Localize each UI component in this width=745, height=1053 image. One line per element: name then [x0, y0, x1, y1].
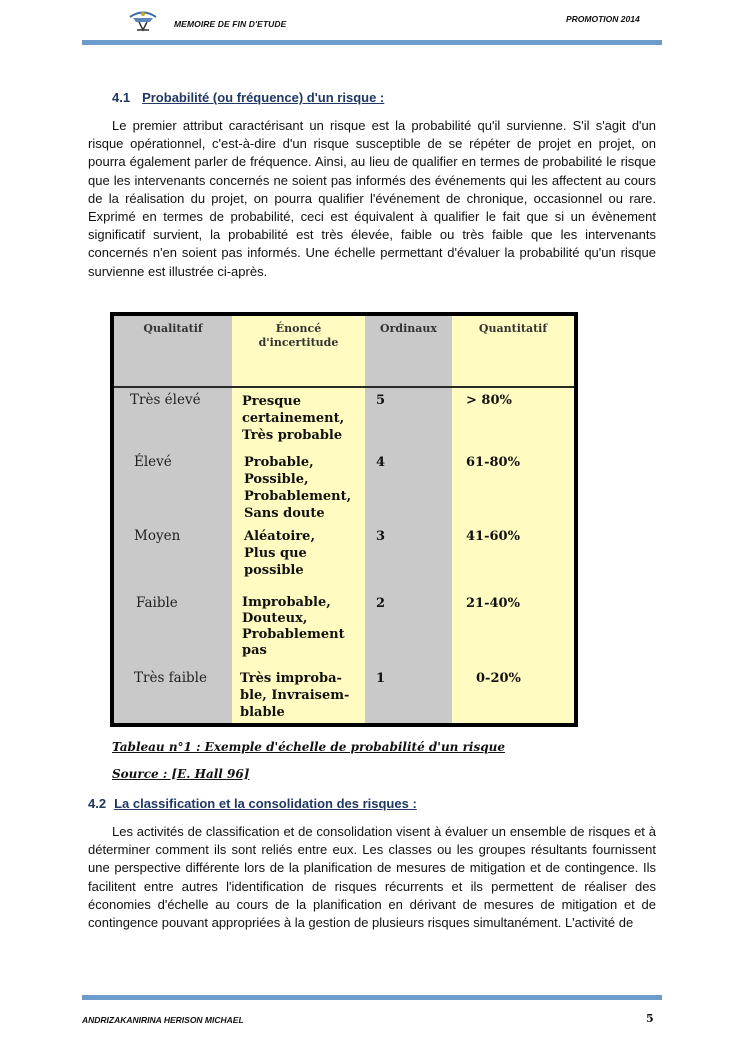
- cell-quantitatif: 21-40%: [466, 596, 520, 611]
- cell-qualitatif: Très faible: [134, 670, 207, 686]
- cell-ordinal: 4: [376, 455, 386, 470]
- cell-quantitatif: 61-80%: [466, 455, 520, 470]
- footer-author: ANDRIZAKANIRINA HERISON MICHAEL: [82, 1015, 244, 1025]
- section-4-2-heading: [88, 796, 417, 811]
- table-header-divider: [114, 386, 574, 388]
- cell-qualitatif: Faible: [136, 595, 178, 611]
- cell-qualitatif: Moyen: [134, 528, 181, 544]
- cell-ordinal: 2: [376, 596, 386, 611]
- section-title: La classification et la consolidation des risques :: [114, 796, 417, 811]
- probability-scale-table: [110, 312, 578, 727]
- col-header-quantitatif: Quantitatif: [478, 322, 548, 335]
- cell-quantitatif: 0-20%: [476, 671, 521, 686]
- cell-ordinal: 5: [376, 393, 386, 408]
- header-title: MEMOIRE DE FIN D'ETUDE: [174, 19, 287, 29]
- header-promotion: PROMOTION 2014: [566, 14, 640, 24]
- section-title: Probabilité (ou fréquence) d'un risque :: [142, 90, 385, 105]
- cell-ordinal: 1: [376, 671, 386, 686]
- cell-qualitatif: Élevé: [134, 454, 172, 470]
- table-caption: Tableau n°1 : Exemple d'échelle de probabilité d'un risque: [112, 740, 505, 754]
- col-header-ordinaux: Ordinaux: [380, 322, 437, 335]
- cell-quantitatif: 41-60%: [466, 529, 520, 544]
- cell-qualitatif: Très élevé: [130, 392, 201, 408]
- section-number: 4.2: [88, 796, 107, 811]
- col-header-enonce: Énoncé d'incertitude: [258, 322, 339, 349]
- col-header-qualitatif: Qualitatif: [143, 322, 203, 335]
- section-4-1-paragraph: Le premier attribut caractérisant un risque est la probabilité qu'il survienne. S'il s'agit d'un risque opérationnel, c'est-à-dire d'un risque susceptible de se répéter de projet en projet, on pourra également parler de fréquence. Ainsi, au lieu de qualifier en termes de probabilité le risque que les intervenants concernés ne soient pas informés des événements qui les affectent au cours de la réalisation du projet, on pourra qualifier l'événement de chronique, occasionnel ou rare. Exprimé en termes de probabilité, ceci est équivalent à qualifier le fait que si un évènement significatif survient, la probabilité est très élevée, faible ou très faible que les intervenants concernés n'en soient pas informés. Une échelle permettant d'évaluer la probabilité qu'un risque survienne est illustrée ci-après.: [88, 118, 656, 279]
- page-number: 5: [646, 1012, 654, 1025]
- university-logo-icon: [127, 8, 159, 32]
- cell-enonce: Aléatoire, Plus que possible: [244, 529, 315, 578]
- section-4-1-heading: [112, 90, 384, 105]
- cell-quantitatif: > 80%: [466, 393, 512, 408]
- cell-ordinal: 3: [376, 529, 386, 544]
- section-4-2-paragraph: Les activités de classification et de consolidation visent à évaluer un ensemble de risques et à déterminer comment ils sont reliés entre eux. Les classes ou les groupes résultants fournissent une perspective différente lors de la planification de mesures de mitigation et de contingence. Ils facilitent entre autres l'identification de risques récurrents et ils permettent de réaliser des économies d'échelle au cours de la planification en dérivant de mesures de mitigation et de contingence pouvant appropriées à la gestion de plusieurs risques simultanément. L'activité de: [88, 824, 656, 931]
- header-rule: [82, 40, 662, 45]
- table-source: Source : [E. Hall 96]: [112, 767, 250, 781]
- footer-rule: [82, 995, 662, 1000]
- cell-enonce: Presque certainement, Très probable: [242, 394, 345, 443]
- cell-enonce: Probable, Possible, Probablement, Sans doute: [244, 455, 352, 521]
- cell-enonce: Très improba- ble, Invraisem- blable: [240, 671, 350, 720]
- section-number: 4.1: [112, 90, 131, 105]
- cell-enonce: Improbable, Douteux, Probablement pas: [242, 595, 345, 658]
